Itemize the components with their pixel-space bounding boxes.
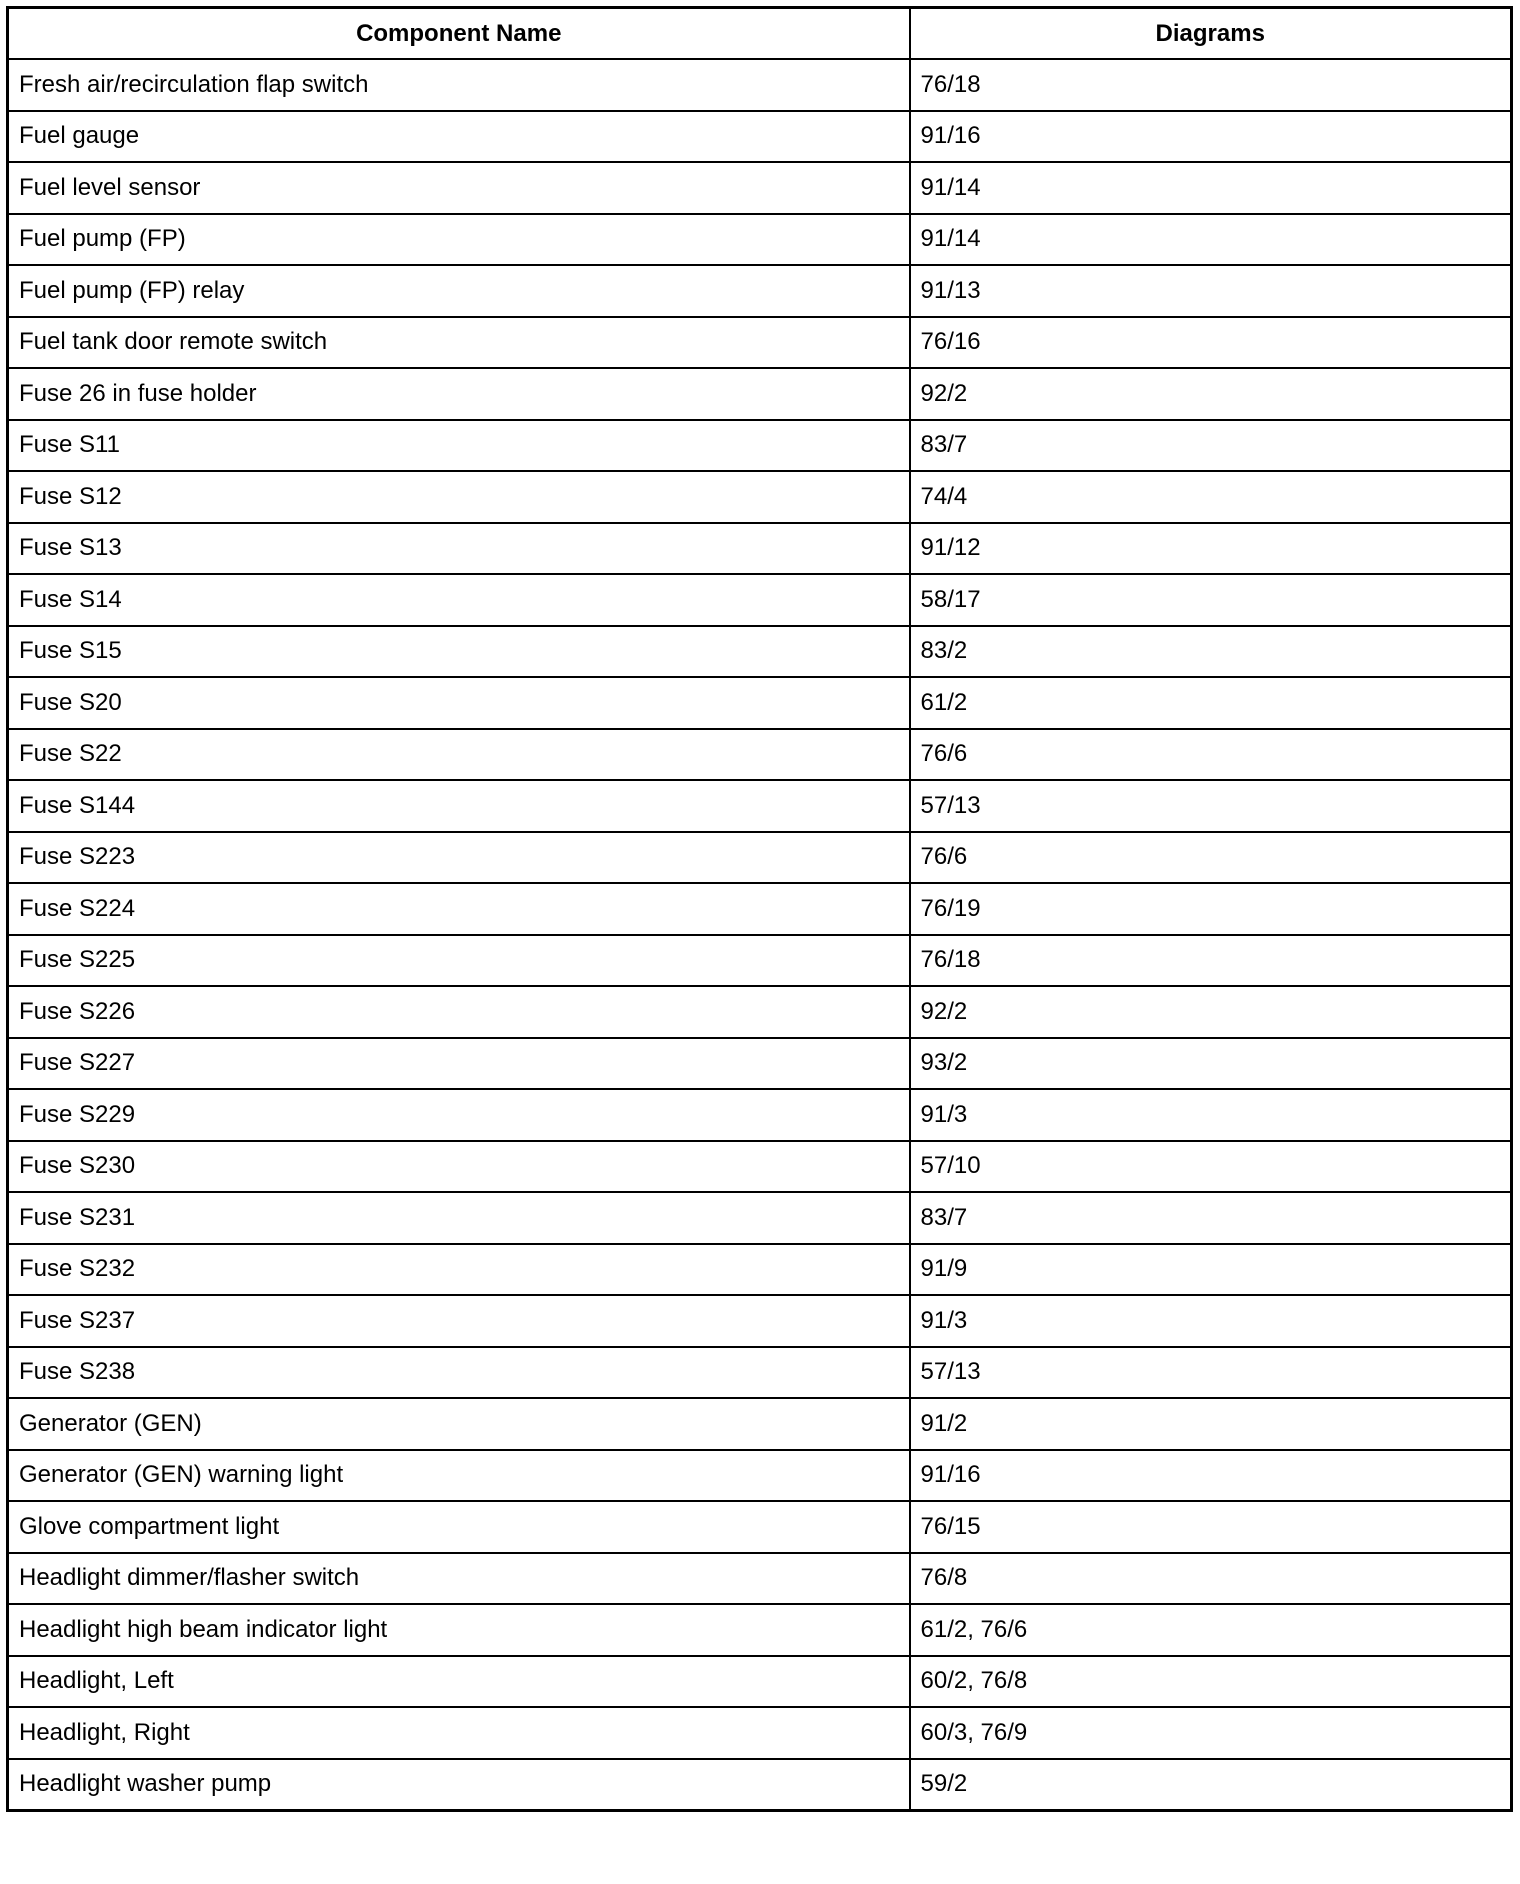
- table-row: [8, 626, 1512, 678]
- component-name-cell: Fuse S226: [8, 986, 910, 1038]
- diagrams-cell: 61/2: [910, 677, 1512, 729]
- table-row: [8, 1192, 1512, 1244]
- diagrams-cell: 93/2: [910, 1038, 1512, 1090]
- table-row: [8, 317, 1512, 369]
- diagrams-cell: 91/9: [910, 1244, 1512, 1296]
- table-row: [8, 1398, 1512, 1450]
- table-row: [8, 523, 1512, 575]
- table-row: [8, 420, 1512, 472]
- table-row: [8, 1347, 1512, 1399]
- component-name-cell: Fuel pump (FP): [8, 214, 910, 266]
- diagrams-cell: 57/13: [910, 780, 1512, 832]
- component-name-cell: Glove compartment light: [8, 1501, 910, 1553]
- table-row: [8, 1244, 1512, 1296]
- table-row: [8, 471, 1512, 523]
- component-name-cell: Headlight dimmer/flasher switch: [8, 1553, 910, 1605]
- diagrams-cell: 58/17: [910, 574, 1512, 626]
- table-row: [8, 1450, 1512, 1502]
- column-header-component-name: Component Name: [8, 8, 910, 60]
- diagrams-cell: 76/6: [910, 729, 1512, 781]
- component-name-cell: Headlight, Left: [8, 1656, 910, 1708]
- diagrams-cell: 91/14: [910, 162, 1512, 214]
- diagrams-cell: 76/8: [910, 1553, 1512, 1605]
- diagrams-cell: 91/16: [910, 1450, 1512, 1502]
- component-name-cell: Fuel gauge: [8, 111, 910, 163]
- component-name-cell: Fuse S229: [8, 1089, 910, 1141]
- document-page: [6, 6, 1510, 1812]
- component-name-cell: Generator (GEN): [8, 1398, 910, 1450]
- table-row: [8, 832, 1512, 884]
- component-name-cell: Fuse S232: [8, 1244, 910, 1296]
- table-header-row: [8, 8, 1512, 60]
- diagrams-cell: 76/6: [910, 832, 1512, 884]
- table-row: [8, 111, 1512, 163]
- diagrams-cell: 91/14: [910, 214, 1512, 266]
- table-row: [8, 59, 1512, 111]
- table-row: [8, 265, 1512, 317]
- table-row: [8, 1656, 1512, 1708]
- component-name-cell: Fuse S223: [8, 832, 910, 884]
- component-name-cell: Fuse S144: [8, 780, 910, 832]
- table-row: [8, 1553, 1512, 1605]
- table-row: [8, 986, 1512, 1038]
- diagrams-cell: 60/3, 76/9: [910, 1707, 1512, 1759]
- column-header-diagrams: Diagrams: [910, 8, 1512, 60]
- component-name-cell: Fuse S230: [8, 1141, 910, 1193]
- component-name-cell: Fuse 26 in fuse holder: [8, 368, 910, 420]
- table-row: [8, 729, 1512, 781]
- diagrams-cell: 60/2, 76/8: [910, 1656, 1512, 1708]
- table-row: [8, 1707, 1512, 1759]
- component-name-cell: Headlight, Right: [8, 1707, 910, 1759]
- component-name-cell: Headlight high beam indicator light: [8, 1604, 910, 1656]
- table-row: [8, 1604, 1512, 1656]
- component-name-cell: Headlight washer pump: [8, 1759, 910, 1811]
- component-name-cell: Fuse S238: [8, 1347, 910, 1399]
- table-row: [8, 1759, 1512, 1811]
- table-row: [8, 780, 1512, 832]
- component-name-cell: Fuse S12: [8, 471, 910, 523]
- component-name-cell: Fuse S20: [8, 677, 910, 729]
- diagrams-cell: 76/19: [910, 883, 1512, 935]
- table-row: [8, 1501, 1512, 1553]
- component-name-cell: Generator (GEN) warning light: [8, 1450, 910, 1502]
- diagrams-cell: 91/3: [910, 1295, 1512, 1347]
- table-row: [8, 1089, 1512, 1141]
- diagrams-cell: 59/2: [910, 1759, 1512, 1811]
- diagrams-cell: 91/16: [910, 111, 1512, 163]
- diagrams-cell: 91/13: [910, 265, 1512, 317]
- component-name-cell: Fuse S15: [8, 626, 910, 678]
- table-row: [8, 1295, 1512, 1347]
- table-row: [8, 677, 1512, 729]
- diagrams-cell: 91/12: [910, 523, 1512, 575]
- table-row: [8, 574, 1512, 626]
- table-row: [8, 883, 1512, 935]
- component-name-cell: Fuse S225: [8, 935, 910, 987]
- component-diagram-table: [6, 6, 1513, 1812]
- diagrams-cell: 74/4: [910, 471, 1512, 523]
- diagrams-cell: 83/2: [910, 626, 1512, 678]
- diagrams-cell: 76/15: [910, 1501, 1512, 1553]
- component-name-cell: Fuel pump (FP) relay: [8, 265, 910, 317]
- table-row: [8, 214, 1512, 266]
- diagrams-cell: 91/3: [910, 1089, 1512, 1141]
- diagrams-cell: 57/10: [910, 1141, 1512, 1193]
- component-name-cell: Fuse S237: [8, 1295, 910, 1347]
- component-name-cell: Fuse S231: [8, 1192, 910, 1244]
- diagrams-cell: 76/18: [910, 935, 1512, 987]
- diagrams-cell: 83/7: [910, 1192, 1512, 1244]
- diagrams-cell: 76/18: [910, 59, 1512, 111]
- component-name-cell: Fuse S11: [8, 420, 910, 472]
- component-name-cell: Fuse S14: [8, 574, 910, 626]
- diagrams-cell: 83/7: [910, 420, 1512, 472]
- component-name-cell: Fuse S13: [8, 523, 910, 575]
- diagrams-cell: 92/2: [910, 368, 1512, 420]
- diagrams-cell: 91/2: [910, 1398, 1512, 1450]
- diagrams-cell: 76/16: [910, 317, 1512, 369]
- component-name-cell: Fuse S227: [8, 1038, 910, 1090]
- diagrams-cell: 61/2, 76/6: [910, 1604, 1512, 1656]
- component-name-cell: Fuel level sensor: [8, 162, 910, 214]
- table-row: [8, 162, 1512, 214]
- diagrams-cell: 57/13: [910, 1347, 1512, 1399]
- component-name-cell: Fresh air/recirculation flap switch: [8, 59, 910, 111]
- table-body: [8, 59, 1512, 1811]
- component-name-cell: Fuse S224: [8, 883, 910, 935]
- table-row: [8, 1038, 1512, 1090]
- table-row: [8, 935, 1512, 987]
- component-name-cell: Fuse S22: [8, 729, 910, 781]
- table-row: [8, 1141, 1512, 1193]
- diagrams-cell: 92/2: [910, 986, 1512, 1038]
- component-name-cell: Fuel tank door remote switch: [8, 317, 910, 369]
- table-row: [8, 368, 1512, 420]
